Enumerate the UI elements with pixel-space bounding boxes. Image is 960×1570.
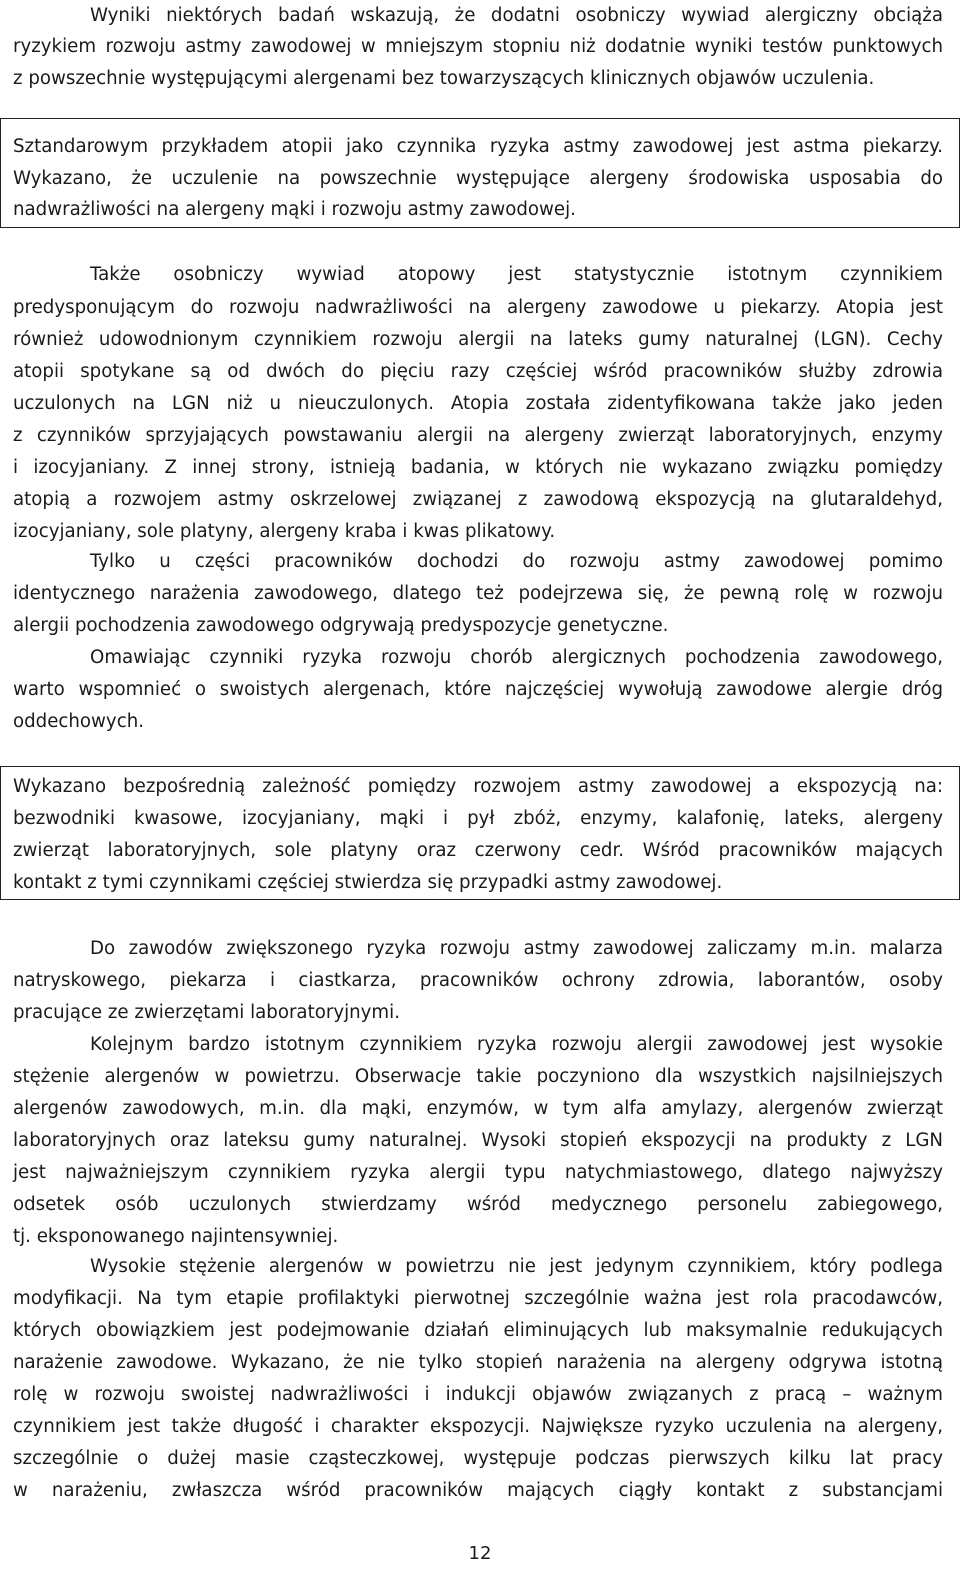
text-line: natryskowego, piekarza i ciastkarza, pracowników ochrony zdrowia, laborantów, osoby	[13, 970, 944, 991]
text-line: i izocyjaniany. Z innej strony, istnieją badania, w których nie wykazano związku pomiędzy	[13, 457, 943, 478]
page-number: 12	[468, 1543, 492, 1564]
text-line: narażenie zawodowe. Wykazano, że nie tylko stopień narażenia na alergeny odgrywa istotną	[13, 1352, 944, 1373]
text-line: Wykazano, że uczulenie na powszechnie występujące alergeny środowiska usposabia do	[13, 168, 943, 189]
text-line: izocyjaniany, sole platyny, alergeny kraba i kwas plikatowy.	[13, 521, 556, 542]
text-line: czynnikiem jest także długość i charakter ekspozycji. Największe ryzyko uczulenia na alergeny,	[13, 1416, 943, 1437]
text-line: warto wspomnieć o swoistych alergenach, które najczęściej wywołują zawodowe alergie dróg	[13, 679, 943, 700]
text-line: tj. eksponowanego najintensywniej.	[13, 1226, 339, 1247]
text-line: predysponującym do rozwoju nadwrażliwości na alergeny zawodowe u piekarzy. Atopia jest	[13, 297, 944, 318]
text-line: uczulonych na LGN niż u nieuczulonych. Atopia została zidentyfikowana także jako jeden	[13, 393, 943, 414]
text-line: rolę w rozwoju swoistej nadwrażliwości i indukcji objawów związanych z pracą – ważnym	[13, 1384, 944, 1405]
text-line: atopii spotykane są od dwóch do pięciu razy częściej wśród pracowników służby zdrowia	[13, 361, 943, 382]
text-line: atopią a rozwojem astmy oskrzelowej związanej z zawodową ekspozycją na glutaraldehyd,	[13, 489, 943, 510]
text-line: również udowodnionym czynnikiem rozwoju alergii na lateks gumy naturalnej (LGN). Cechy	[13, 329, 944, 350]
text-line: Wyniki niektórych badań wskazują, że dodatni osobniczy wywiad alergiczny obciąża	[90, 5, 943, 26]
text-line: bezwodniki kwasowe, izocyjaniany, mąki i pył zbóż, enzymy, kalafonię, lateks, alergeny	[13, 808, 944, 829]
text-line: identycznego narażenia zawodowego, dlatego też podejrzewa się, że pewną rolę w rozwoju	[13, 583, 943, 604]
text-line: szczególnie o dużej masie cząsteczkowej, występuje podczas pierwszych kilku lat pracy	[13, 1448, 943, 1469]
text-line: odsetek osób uczulonych stwierdzamy wśród medycznego personelu zabiegowego,	[13, 1194, 943, 1215]
text-line: nadwrażliwości na alergeny mąki i rozwoju astmy zawodowej.	[13, 199, 576, 220]
text-line: z czynników sprzyjających powstawaniu alergii na alergeny zwierząt laboratoryjnych, enzymy	[13, 425, 944, 446]
text-line: kontakt z tymi czynnikami częściej stwierdza się przypadki astmy zawodowej.	[13, 872, 723, 893]
text-line: pracujące ze zwierzętami laboratoryjnymi.	[13, 1002, 400, 1023]
text-line: Tylko u części pracowników dochodzi do rozwoju astmy zawodowej pomimo	[90, 551, 944, 572]
text-line: alergenów zawodowych, m.in. dla mąki, enzymów, w tym alfa amylazy, alergenów zwierząt	[13, 1098, 944, 1119]
text-line: stężenie alergenów w powietrzu. Obserwacje takie poczyniono dla wszystkich najsilniejszych	[13, 1066, 944, 1087]
text-line: Sztandarowym przykładem atopii jako czynnika ryzyka astmy zawodowej jest astma piekarzy.	[13, 136, 944, 157]
text-line: jest najważniejszym czynnikiem ryzyka alergii typu natychmiastowego, dlatego najwyższy	[13, 1162, 943, 1183]
text-line: modyfikacji. Na tym etapie profilaktyki pierwotnej szczególnie ważna jest rola pracodawców,	[13, 1288, 943, 1309]
text-line: Wykazano bezpośrednią zależność pomiędzy rozwojem astmy zawodowej a ekspozycją na:	[13, 776, 943, 797]
text-line: z powszechnie występującymi alergenami bez towarzyszących klinicznych objawów uczulenia.	[13, 68, 875, 89]
text-line: Także osobniczy wywiad atopowy jest statystycznie istotnym czynnikiem	[90, 264, 943, 285]
text-line: Wysokie stężenie alergenów w powietrzu nie jest jedynym czynnikiem, który podlega	[90, 1256, 944, 1277]
text-line: w narażeniu, zwłaszcza wśród pracowników mających ciągły kontakt z substancjami	[13, 1480, 944, 1501]
text-line: których obowiązkiem jest podejmowanie działań eliminujących lub maksymalnie redukujących	[13, 1320, 943, 1341]
text-line: alergii pochodzenia zawodowego odgrywają predyspozycje genetyczne.	[13, 615, 669, 636]
text-line: Kolejnym bardzo istotnym czynnikiem ryzyka rozwoju alergii zawodowej jest wysokie	[90, 1034, 944, 1055]
text-line: zwierząt laboratoryjnych, sole platyny oraz czerwony cedr. Wśród pracowników mających	[13, 840, 944, 861]
text-line: ryzykiem rozwoju astmy zawodowej w mniejszym stopniu niż dodatnie wyniki testów punktowych	[13, 36, 944, 57]
text-line: oddechowych.	[13, 711, 145, 732]
text-line: Do zawodów zwiększonego ryzyka rozwoju astmy zawodowej zaliczamy m.in. malarza	[90, 938, 944, 959]
text-line: Omawiając czynniki ryzyka rozwoju chorób alergicznych pochodzenia zawodowego,	[90, 647, 943, 668]
text-line: laboratoryjnych oraz lateksu gumy naturalnej. Wysoki stopień ekspozycji na produkty z LGN	[13, 1130, 944, 1151]
